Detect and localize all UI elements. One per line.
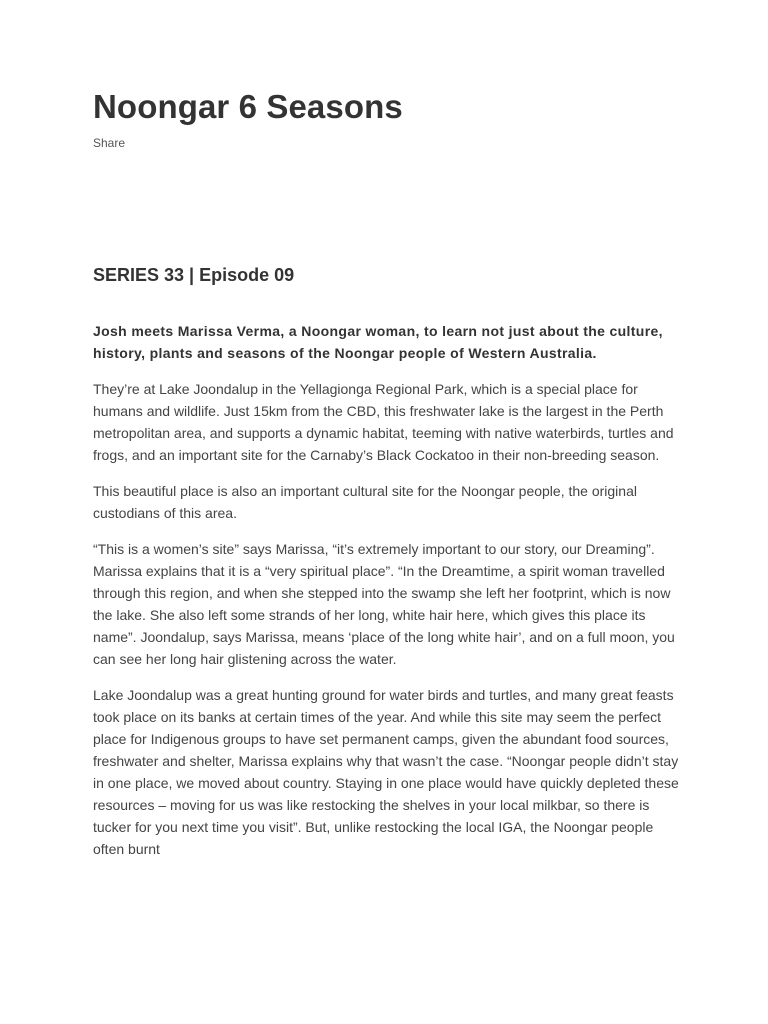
series-heading: SERIES 33 | Episode 09 (93, 265, 295, 285)
body-paragraph: “This is a women’s site” says Marissa, “it’s extremely important to our story, our Dreaming”. Marissa explains that it is a “very spiritual place”. “In the Dreamtime, a spirit woman travelled through this region, and when she stepped into the swamp she left her footprint, which is now the lake. She also left some strands of her long, white hair here, which gives this place its name”. Joondalup, says Marissa, means ‘place of the long white hair’, and on a full moon, you can see her long hair glistening across the water. (93, 541, 675, 667)
article-body (93, 320, 683, 874)
body-paragraph: They’re at Lake Joondalup in the Yellagionga Regional Park, which is a special place for humans and wildlife. Just 15km from the CBD, this freshwater lake is the largest in the Perth metropolitan area, and supports a dynamic habitat, teeming with native waterbirds, turtles and frogs, and an important site for the Carnaby’s Black Cockatoo in their non-breeding season. (93, 381, 674, 463)
body-paragraph: This beautiful place is also an important cultural site for the Noongar people, the original custodians of this area. (93, 483, 637, 521)
page-title: Noongar 6 Seasons (93, 88, 403, 125)
share-link[interactable]: Share (93, 136, 126, 150)
lead-paragraph: Josh meets Marissa Verma, a Noongar woman, to learn not just about the culture, history, plants and seasons of the Noongar people of Western Australia. (93, 323, 663, 361)
body-paragraph: Lake Joondalup was a great hunting ground for water birds and turtles, and many great feasts took place on its banks at certain times of the year. And while this site may seem the perfect place for Indigenous groups to have set permanent camps, given the abundant food sources, freshwater and shelter, Marissa explains why that wasn’t the case. “Noongar people didn’t stay in one place, we moved about country. Staying in one place would have quickly depleted these resources – moving for us was like restocking the shelves in your local milkbar, so there is tucker for you next time you visit”. But, unlike restocking the local IGA, the Noongar people often burnt (93, 687, 679, 857)
